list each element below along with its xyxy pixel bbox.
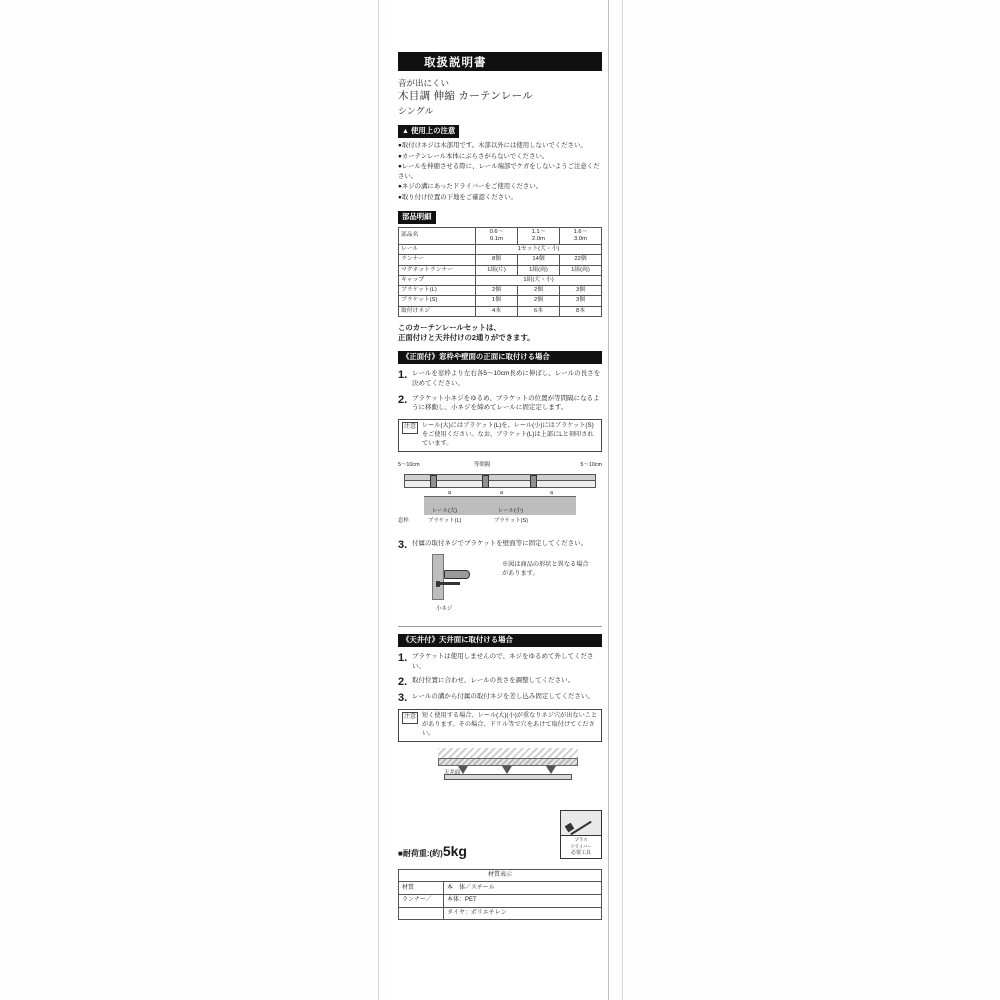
part-qty: 6本 xyxy=(518,306,560,316)
ceiling-mount-caution-box xyxy=(398,709,602,742)
rail-large-label: レール(大) xyxy=(432,508,458,515)
product-variant: シングル xyxy=(398,105,434,116)
part-qty: 8本 xyxy=(560,306,602,316)
screw-hook-icon xyxy=(546,766,556,774)
bracket-icon xyxy=(430,475,437,488)
table-row xyxy=(399,245,602,255)
step-text: ブラケット小ネジをゆるめ、ブラケットの位置が等間隔になるように移動し、小ネジを締めてレールに固定定します。 xyxy=(412,394,600,412)
part-qty-span: 1組(大・小) xyxy=(476,275,602,285)
mounting-intro-line-2: 正面付けと天井付けの2通りができます。 xyxy=(398,333,535,343)
product-name-block xyxy=(398,77,602,118)
screw-hook-icon xyxy=(502,766,512,774)
ceiling-surface-illustration xyxy=(438,758,578,766)
bracket-icon xyxy=(482,475,489,488)
required-tool-label: 必要工具 xyxy=(570,850,591,857)
material-table-header: 材質表示 xyxy=(399,869,602,882)
dimension-row xyxy=(398,460,602,472)
table-row xyxy=(399,296,602,306)
part-qty: 2個 xyxy=(518,286,560,296)
step-text: レールの溝から付属の取付ネジを差し込み固定してください。 xyxy=(412,693,594,701)
usage-caution-heading-label: 使用上の注意 xyxy=(410,125,456,135)
bracket-illustration xyxy=(444,570,470,579)
part-qty: 1組(両) xyxy=(518,265,560,275)
bracket-s-label: ブラケット(S) xyxy=(494,518,528,525)
bracket-icon xyxy=(530,475,537,488)
usage-caution-heading xyxy=(398,125,459,138)
ceiling-mount-heading xyxy=(398,634,602,647)
bracket-l-label: ブラケット(L) xyxy=(428,518,462,525)
part-qty: 2個 xyxy=(476,286,518,296)
size-range-top: 1.1～ xyxy=(531,228,546,235)
required-tool-box xyxy=(560,810,602,858)
table-row xyxy=(399,286,602,296)
size-range-bottom: 3.0m xyxy=(574,235,587,242)
product-name: 木目調 伸縮 カーテンレール xyxy=(398,90,534,103)
package-edge-left-outer xyxy=(378,0,379,1000)
step-number: 3. xyxy=(398,692,408,705)
size-range-bottom: 2.0m xyxy=(532,235,545,242)
material-value: 本 体／スチール xyxy=(444,882,602,895)
ceiling-mount-diagram xyxy=(398,748,602,800)
front-mount-heading xyxy=(398,351,602,364)
part-qty: 4本 xyxy=(476,306,518,316)
table-row xyxy=(399,894,602,907)
step-text: 付属の取付ネジでブラケットを壁面等に固定してください。 xyxy=(412,540,588,548)
table-row xyxy=(399,265,602,275)
ceiling-mount-step-1 xyxy=(398,652,602,672)
rail-small-label: レール(小) xyxy=(498,508,524,515)
dimension-right: 5～10cm xyxy=(580,462,602,469)
parts-list-heading xyxy=(398,211,436,224)
load-capacity-label: ■耐荷重:(約) xyxy=(398,848,443,858)
step-text: 取付位置に合わせ、レールの長さを調整してください。 xyxy=(412,677,575,685)
step-number: 1. xyxy=(398,651,408,664)
part-name: ランナー xyxy=(399,255,476,265)
step-number: 3. xyxy=(398,539,408,552)
spacing-label-a: a xyxy=(500,490,503,497)
section-divider xyxy=(398,626,602,627)
part-name: 取付けネジ xyxy=(399,306,476,316)
part-qty: 3個 xyxy=(560,286,602,296)
material-value: 本体：PET xyxy=(444,894,602,907)
part-qty: 14個 xyxy=(518,255,560,265)
instruction-content xyxy=(398,52,602,920)
ceiling-hatch-pattern xyxy=(438,748,578,758)
size-range-bottom: 0.1m xyxy=(490,235,503,242)
tool-name-line-2: ドライバー xyxy=(570,843,592,849)
caution-text: レール(大)にはブラケット(L)を、レール(小)にはブラケット(S)をご使用ください。なお、ブラケット(L)は上部にLと刻印されています。 xyxy=(422,422,594,448)
spacing-label-a: a xyxy=(550,490,553,497)
part-qty: 1個 xyxy=(476,296,518,306)
warning-triangle-icon: ▲ xyxy=(402,127,409,135)
ceiling-surface-label: 天井面 xyxy=(444,770,461,777)
column-header-size-1 xyxy=(476,227,518,244)
load-capacity-unit: kg xyxy=(450,842,467,859)
window-frame-label: 窓枠 xyxy=(398,518,409,525)
size-range-top: 1.6～ xyxy=(573,228,588,235)
ceiling-mount-step-3 xyxy=(398,692,602,703)
column-header-size-2 xyxy=(518,227,560,244)
part-name: ブラケット(S) xyxy=(399,296,476,306)
tool-name-line-1: プラス xyxy=(574,837,588,843)
part-qty: 3個 xyxy=(560,296,602,306)
table-row xyxy=(399,275,602,285)
material-value: タイヤ：ポリエチレン xyxy=(444,907,602,920)
product-tagline: 音が出にくい xyxy=(398,78,450,88)
material-table xyxy=(398,869,602,921)
part-qty: 8個 xyxy=(476,255,518,265)
list-item: ●ネジの溝にあったドライバーをご使用ください。 xyxy=(398,183,543,191)
material-key xyxy=(399,907,444,920)
rail-assembly-illustration xyxy=(404,474,596,496)
column-header-part-name: 部品名 xyxy=(399,227,476,244)
dimension-left: 5～10cm xyxy=(398,462,420,469)
front-mount-step-2 xyxy=(398,394,602,414)
mounting-intro-note xyxy=(398,323,602,344)
front-mount-diagram xyxy=(398,460,602,534)
load-and-tool-row xyxy=(398,810,602,858)
material-key: ランナー／ xyxy=(399,894,444,907)
front-mount-caution-box xyxy=(398,419,602,452)
size-range-top: 0.6～ xyxy=(489,228,504,235)
package-edge-right-inner xyxy=(608,0,609,1000)
part-qty: 1組(片) xyxy=(476,265,518,275)
part-name: レール xyxy=(399,245,476,255)
shape-difference-note: ※図は商品の形状と異なる場合があります。 xyxy=(502,561,589,578)
list-item: ●取付けネジは木部用です。木部以外には使用しないでください。 xyxy=(398,141,587,149)
part-qty-span: 1セット(大・小) xyxy=(476,245,602,255)
spacing-label-a: a xyxy=(448,490,451,497)
front-mount-step-3 xyxy=(398,539,602,550)
table-row xyxy=(399,907,602,920)
screw-fixing-diagram xyxy=(398,554,602,616)
part-qty: 22個 xyxy=(560,255,602,265)
part-name: ブラケット(L) xyxy=(399,286,476,296)
step-text: ブラケットは使用しませんので、ネジをゆるめて外してください。 xyxy=(412,652,594,670)
table-header-row xyxy=(399,869,602,882)
ceiling-mount-heading-label: 《天井付》天井面に取付ける場合 xyxy=(402,635,513,645)
mounting-intro-line-1: このカーテンレールセットは、 xyxy=(398,322,501,332)
step-text: レールを窓枠より左右各5～10cm長めに伸ばし、レールの長さを決めてください。 xyxy=(412,370,601,387)
rail-illustration xyxy=(444,774,572,780)
list-item: ●レールを伸縮させる際に、レール端部でケガをしないようご注意ください。 xyxy=(398,163,600,180)
usage-caution-list xyxy=(398,141,602,203)
column-header-size-3 xyxy=(560,227,602,244)
small-screw-label: 小ネジ xyxy=(436,606,453,613)
parts-table xyxy=(398,227,602,317)
part-qty: 1組(両) xyxy=(560,265,602,275)
dimension-center: 等間隔 xyxy=(474,462,491,469)
front-mount-heading-label: 《正面付》窓枠や壁面の正面に取付ける場合 xyxy=(402,352,550,362)
step-number: 1. xyxy=(398,369,408,382)
table-row xyxy=(399,255,602,265)
document-title: 取扱説明書 xyxy=(424,56,487,69)
parts-list-heading-label: 部品明細 xyxy=(402,211,432,221)
table-row xyxy=(399,882,602,895)
load-capacity-value: 5 xyxy=(442,842,451,859)
part-name: キャップ xyxy=(399,275,476,285)
step-number: 2. xyxy=(398,393,408,406)
caution-text: 短く使用する場合、レール(大)(小)が重なりネジ穴が出ないことがあります。その場合、ドリル等で穴をあけて取付けてください。 xyxy=(422,712,598,738)
caution-label: 注意 xyxy=(402,422,418,434)
package-edge-right-outer xyxy=(622,0,623,1000)
material-key: 材質 xyxy=(399,882,444,895)
front-mount-step-1 xyxy=(398,369,602,389)
ceiling-mount-step-2 xyxy=(398,676,602,687)
screwdriver-icon xyxy=(561,811,601,836)
table-header-row xyxy=(399,227,602,244)
wall-surface-illustration xyxy=(432,554,444,600)
part-qty: 2個 xyxy=(518,296,560,306)
list-item: ●取り付け位置の下地をご確認ください。 xyxy=(398,194,517,202)
part-name: マグネットランナー xyxy=(399,265,476,275)
list-item: ●カーテンレール本体にぶらさがらないでください。 xyxy=(398,152,549,160)
step-number: 2. xyxy=(398,676,408,689)
document-title-bar xyxy=(398,52,602,71)
screw-illustration xyxy=(440,582,460,585)
caution-label: 注意 xyxy=(402,712,418,724)
table-row xyxy=(399,306,602,316)
load-capacity xyxy=(398,843,467,859)
